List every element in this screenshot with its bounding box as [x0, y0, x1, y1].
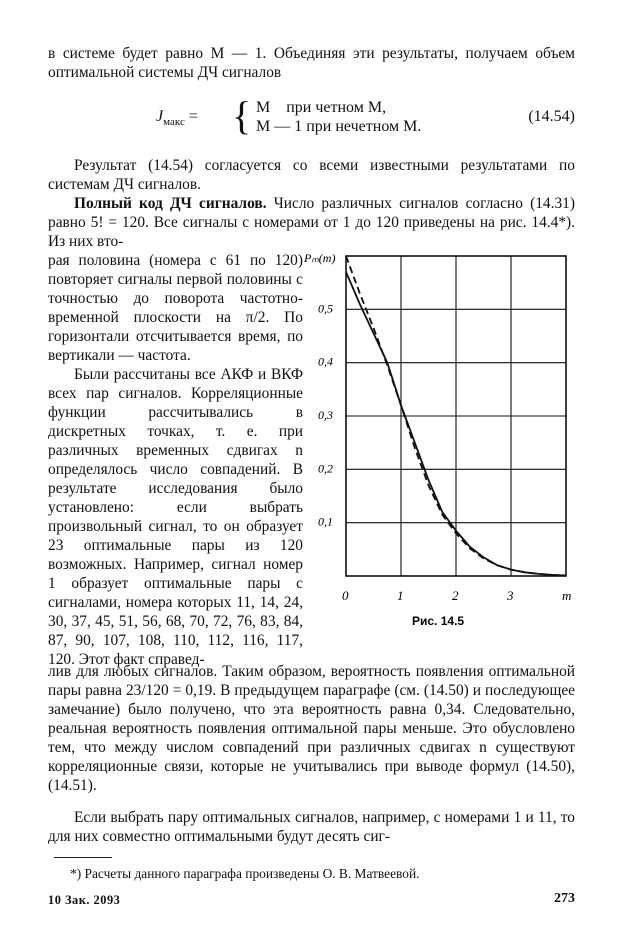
paragraph-5: Если выбрать пару оптимальных сигналов, например, с номерами 1 и 11, то для них совместно оптимальными будут десять сиг- [48, 809, 575, 845]
formula-brace: { [232, 93, 252, 138]
footnote-rule [54, 857, 112, 858]
paragraph-2: Результат (14.54) согласуется со всеми известными результатами по системам ДЧ сигналов. [48, 157, 575, 193]
y-axis-label: Pₘ(m) [304, 251, 336, 265]
page-number: 273 [554, 891, 575, 906]
formula-lhs: $J_{макс}$ = [156, 108, 198, 129]
x-tick-label: m [562, 588, 572, 603]
paragraph-4-full: лив для любых сигналов. Таким образом, вероятность появления оптимальной пары равна 23/120 = 0,19. В предыдущем параграфе (см. (14.50) и последующее замечание) было получено, что эта вероятность равна 0,34. Следовательно, реальная вероятность появления оптимальной пары меньше. Это обусловлено тем, что между числом совпадений при различных сдвигах n существуют корреляционные связи, которые не учитывались при выводе формул (14.50), (14.51). [48, 663, 575, 794]
x-tick-label: 3 [507, 588, 514, 603]
formula-14-54 [48, 93, 575, 140]
formula-row-1: M при четном M, [256, 99, 387, 116]
x-tick-label: 0 [342, 588, 349, 603]
y-tick-label: 0,5 [318, 301, 333, 316]
section-heading: Полный код ДЧ сигналов. [74, 195, 267, 212]
paragraph-4-narrow: Были рассчитаны все АКФ и ВКФ всех пар сигналов. Корреляционные функции рассчитывались в дискретных точках, т. е. при различных временных сдвигах n определялось число совпадений. В результате исследования было установлено: если выбрать произвольный сигнал, то он образует 23 оптимальные пары из 120 возможных. Например, сигнал номер 1 образует оптимальные пары с сигналами, номера которых 11, 14, 24, 30, 37, 45, 51, 56, 68, 70, 72, 76, 83, 84, 87, 90, 107, 108, 110, 112, 116, 117, 120. Этот факт справед- [48, 366, 303, 668]
y-tick-label: 0,4 [318, 354, 333, 369]
paragraph-3-text: Число различных сигналов согласно (14.31) равно 5! = 120. Все сигналы с номерами от 1 до 120 приведены на рис. 14.4*). Из них вто- [48, 195, 575, 250]
print-signature: 10 Зак. 2093 [48, 893, 121, 907]
figure-14-5-chart [304, 240, 604, 640]
formula-number: (14.54) [528, 108, 575, 125]
chart-grid [346, 256, 566, 576]
y-tick-label: 0,2 [318, 461, 333, 476]
paragraph-1: в системе будет равно M — 1. Объединяя эти результаты, получаем объем оптимальной системы ДЧ сигналов [48, 45, 575, 81]
y-tick-label: 0,3 [318, 408, 333, 422]
figure-caption: Рис. 14.5 [412, 614, 465, 628]
paragraph-3-narrow: рая половина (номера с 61 по 120) повторяет сигналы первой половины с точностью до поворота частотно-временной плоскости на π/2. По горизонтали отсчитывается время, по вертикали — частота. [48, 252, 303, 364]
y-tick-label: 0,1 [318, 514, 333, 529]
footnote: *) Расчеты данного параграфа произведены О. В. Матвеевой. [70, 866, 420, 881]
x-tick-label: 1 [397, 588, 404, 603]
formula-row-2: M — 1 при нечетном M. [256, 118, 422, 135]
chart-ticks [318, 301, 571, 603]
x-tick-label: 2 [452, 588, 459, 603]
